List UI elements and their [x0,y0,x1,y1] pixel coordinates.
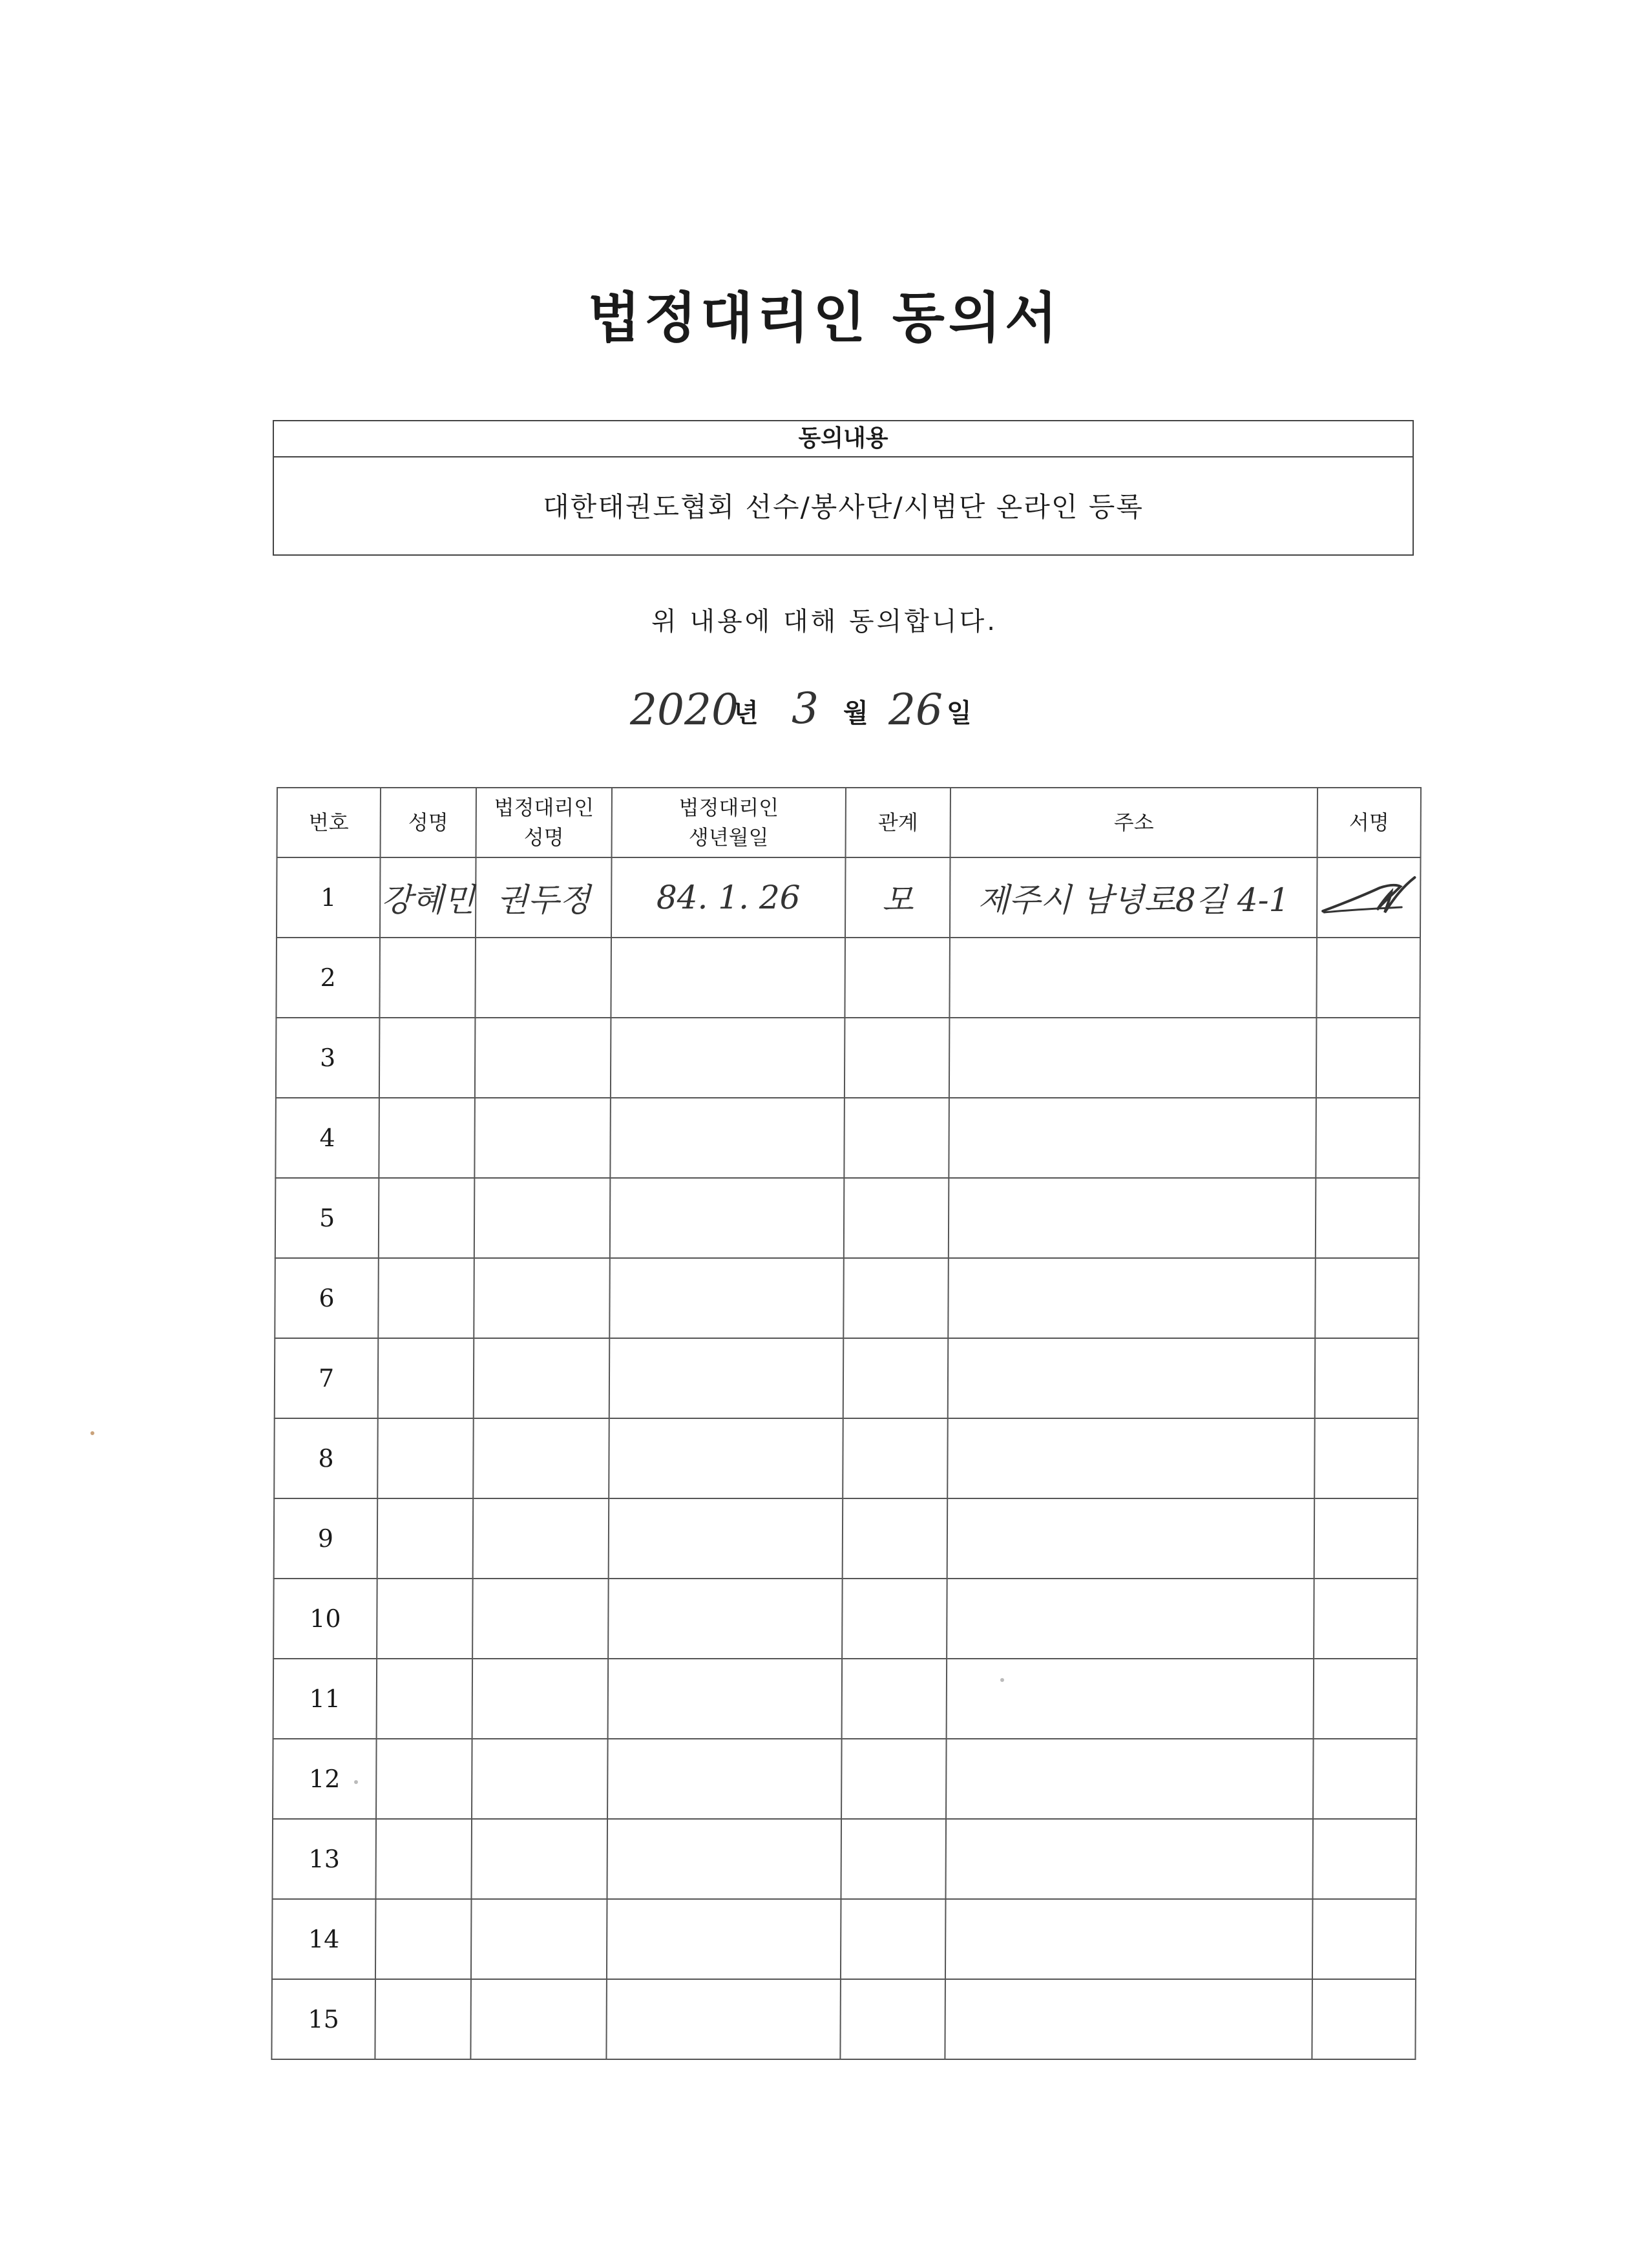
cell-guardian-name [475,1018,611,1098]
cell-signature [1314,1418,1418,1498]
cell-name [377,1579,473,1659]
cell-name [378,1258,474,1338]
scan-speck [90,1431,94,1435]
cell-guardian-birth [607,1899,841,1979]
cell-signature [1316,1178,1420,1258]
date-month: 3 [792,684,819,733]
table-row [274,1418,1418,1498]
cell-address [945,1979,1312,2059]
cell-name [379,1178,475,1258]
cell-name [376,1739,472,1819]
cell-name [379,938,476,1018]
cell-address [949,1018,1317,1098]
cell-guardian-name [471,1899,607,1979]
cell-guardian-name [475,938,611,1018]
cell-guardian-name: 권두정 [476,857,612,938]
header-relation: 관계 [846,788,951,857]
cell-signature [1316,1098,1420,1178]
scan-speck [1000,1678,1004,1682]
cell-number: 7 [275,1338,379,1418]
scan-speck [354,1780,358,1784]
cell-name [378,1338,474,1418]
cell-guardian-name [472,1579,609,1659]
cell-number: 4 [275,1098,379,1178]
header-address: 주소 [951,788,1318,857]
agreement-statement: 위 내용에 대해 동의합니다. [651,607,998,636]
cell-name [377,1659,473,1739]
table-row [275,1098,1420,1178]
cell-number: 13 [272,1819,376,1899]
cell-relation [843,1498,948,1579]
cell-guardian-birth [607,1819,841,1899]
cell-guardian-name [474,1098,611,1178]
table-row [277,857,1421,938]
signature-mark [1318,858,1422,937]
table-header-row [277,788,1421,857]
cell-address [946,1739,1314,1819]
cell-address [947,1418,1315,1498]
cell-guardian-birth [610,1178,845,1258]
header-guardian-name: 법정대리인 성명 [476,788,612,857]
cell-guardian-birth [606,1979,841,2059]
cell-guardian-name [472,1739,608,1819]
cell-number: 2 [276,938,380,1018]
cell-guardian-birth [611,1018,845,1098]
cell-relation [841,1899,946,1979]
cell-address [949,1178,1316,1258]
cell-signature [1312,1979,1416,2059]
table-row [272,1899,1416,1979]
cell-guardian-birth [610,1098,845,1178]
cell-number: 14 [272,1899,376,1979]
cell-relation [843,1258,949,1338]
cell-name [377,1418,474,1498]
cell-signature [1315,1338,1419,1418]
cell-address [947,1659,1314,1739]
cell-name [379,1018,476,1098]
cell-guardian-name [474,1338,610,1418]
cell-signature [1312,1819,1416,1899]
cell-address [948,1258,1316,1338]
table-row [272,1819,1416,1899]
cell-relation [843,1338,949,1418]
cell-name [375,1899,472,1979]
header-guardian-birth: 법정대리인 생년월일 [612,788,846,857]
cell-guardian-name [473,1498,609,1579]
cell-address [947,1579,1314,1659]
cell-name [379,1098,475,1178]
header-signature: 서명 [1318,788,1421,857]
cell-guardian-birth: 84. 1. 26 [611,857,846,938]
table-row [273,1659,1418,1739]
cell-signature [1317,857,1421,938]
table-row [274,1498,1418,1579]
cell-guardian-name [474,1258,610,1338]
cell-signature [1316,938,1420,1018]
cell-address [948,1338,1316,1418]
cell-relation [845,938,950,1018]
cell-signature [1312,1899,1416,1979]
table-row [275,1338,1419,1418]
cell-address [947,1498,1315,1579]
cell-signature [1316,1018,1420,1098]
cell-number: 10 [273,1579,377,1659]
date-day-label: 일 [947,698,972,728]
cell-number: 1 [277,857,381,938]
cell-relation [842,1579,947,1659]
registration-table [271,787,1422,2060]
date-day: 26 [888,685,943,735]
cell-number: 15 [271,1979,375,2059]
cell-number: 3 [276,1018,380,1098]
document-title: 법정대리인 동의서 [587,286,1062,350]
table-row [276,1018,1420,1098]
table-row [273,1579,1418,1659]
cell-guardian-birth [608,1579,843,1659]
date-month-label: 월 [843,698,868,728]
cell-address [945,1899,1313,1979]
consent-header: 동의내용 [274,421,1413,457]
cell-guardian-birth [608,1659,843,1739]
header-number: 번호 [277,788,381,857]
consent-body: 대한태권도협회 선수/봉사단/시범단 온라인 등록 [543,491,1144,523]
cell-guardian-birth [609,1338,844,1418]
table-row [271,1979,1416,2059]
cell-number: 8 [274,1418,378,1498]
cell-relation [840,1979,945,2059]
table-row [273,1739,1417,1819]
cell-guardian-birth [611,938,845,1018]
date-year: 2020 [630,685,739,735]
cell-number: 5 [275,1178,379,1258]
date-year-label: 년 [733,698,759,728]
cell-guardian-name [473,1418,609,1498]
header-name: 성명 [381,788,476,857]
table-row [275,1258,1419,1338]
table-body [271,857,1420,2059]
cell-guardian-name [471,1819,607,1899]
cell-relation [844,1098,949,1178]
cell-relation [845,1018,950,1098]
table-row [275,1178,1420,1258]
cell-address: 제주시 남녕로8길 4-1 [950,857,1318,938]
cell-address [949,1098,1316,1178]
cell-signature [1314,1498,1418,1579]
cell-number: 11 [273,1659,377,1739]
cell-name: 강혜민 [380,857,476,938]
cell-relation [841,1739,947,1819]
cell-name [375,1979,471,2059]
cell-relation [841,1819,946,1899]
table-row [276,938,1420,1018]
cell-relation [842,1659,947,1739]
cell-guardian-birth [609,1258,844,1338]
cell-relation [844,1178,949,1258]
cell-number: 9 [274,1498,378,1579]
cell-guardian-birth [609,1498,843,1579]
cell-guardian-name [470,1979,607,2059]
consent-box [273,420,1414,556]
cell-guardian-name [472,1659,609,1739]
cell-address [945,1819,1313,1899]
cell-number: 6 [275,1258,379,1338]
cell-name [375,1819,472,1899]
cell-relation [843,1418,948,1498]
cell-signature [1314,1579,1418,1659]
cell-signature [1314,1659,1418,1739]
date-line [630,678,1082,750]
cell-address [949,938,1317,1018]
cell-guardian-birth [607,1739,842,1819]
cell-number: 12 [273,1739,377,1819]
cell-signature [1313,1739,1417,1819]
cell-guardian-birth [609,1418,843,1498]
cell-guardian-name [474,1178,611,1258]
cell-relation: 모 [845,857,951,938]
cell-name [377,1498,474,1579]
cell-signature [1315,1258,1419,1338]
